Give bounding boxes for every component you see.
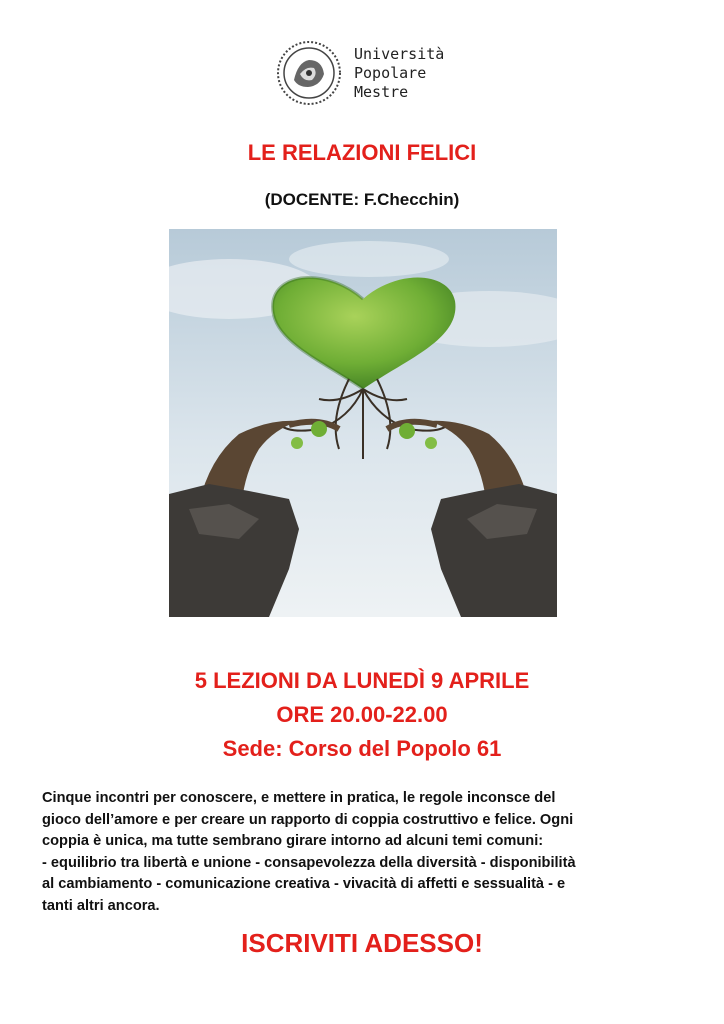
university-logo — [276, 40, 444, 106]
description-line: al cambiamento - comunicazione creativa - vivacità di affetti e sessualità - e — [42, 876, 566, 892]
description-line: - equilibrio tra libertà e unione - consapevolezza della diversità - disponibilità — [42, 854, 576, 871]
logo-text — [354, 45, 444, 102]
time-line: ORE 20.00-22.00 — [276, 702, 448, 727]
heart-tree-icon — [169, 229, 557, 617]
seal-icon — [276, 40, 342, 106]
course-title: LE RELAZIONI FELICI — [247, 140, 477, 165]
description-line: gioco dell’amore e per creare un rapporto di coppia costruttivo e felice. Ogni — [42, 811, 574, 828]
lessons-line: 5 LEZIONI DA LUNEDÌ 9 APRILE — [194, 668, 530, 693]
description-line: Cinque incontri per conoscere, e mettere in pratica, le regole inconsce del — [42, 790, 556, 806]
teacher-name: (DOCENTE: F.Checchin) — [264, 190, 460, 209]
course-description — [42, 788, 692, 917]
description-line: tanti altri ancora. — [42, 897, 160, 914]
description-line: coppia è unica, ma tutte sembrano girare intorno ad alcuni temi comuni: — [42, 833, 544, 849]
venue-line: Sede: Corso del Popolo 61 — [222, 736, 502, 761]
logo-line: Università — [354, 44, 445, 63]
logo-line: Mestre — [354, 82, 409, 101]
logo-line: Popolare — [354, 63, 427, 82]
heart-tree-illustration — [169, 229, 557, 617]
signup-call-to-action: ISCRIVITI ADESSO! — [241, 928, 483, 958]
course-info — [0, 664, 724, 766]
